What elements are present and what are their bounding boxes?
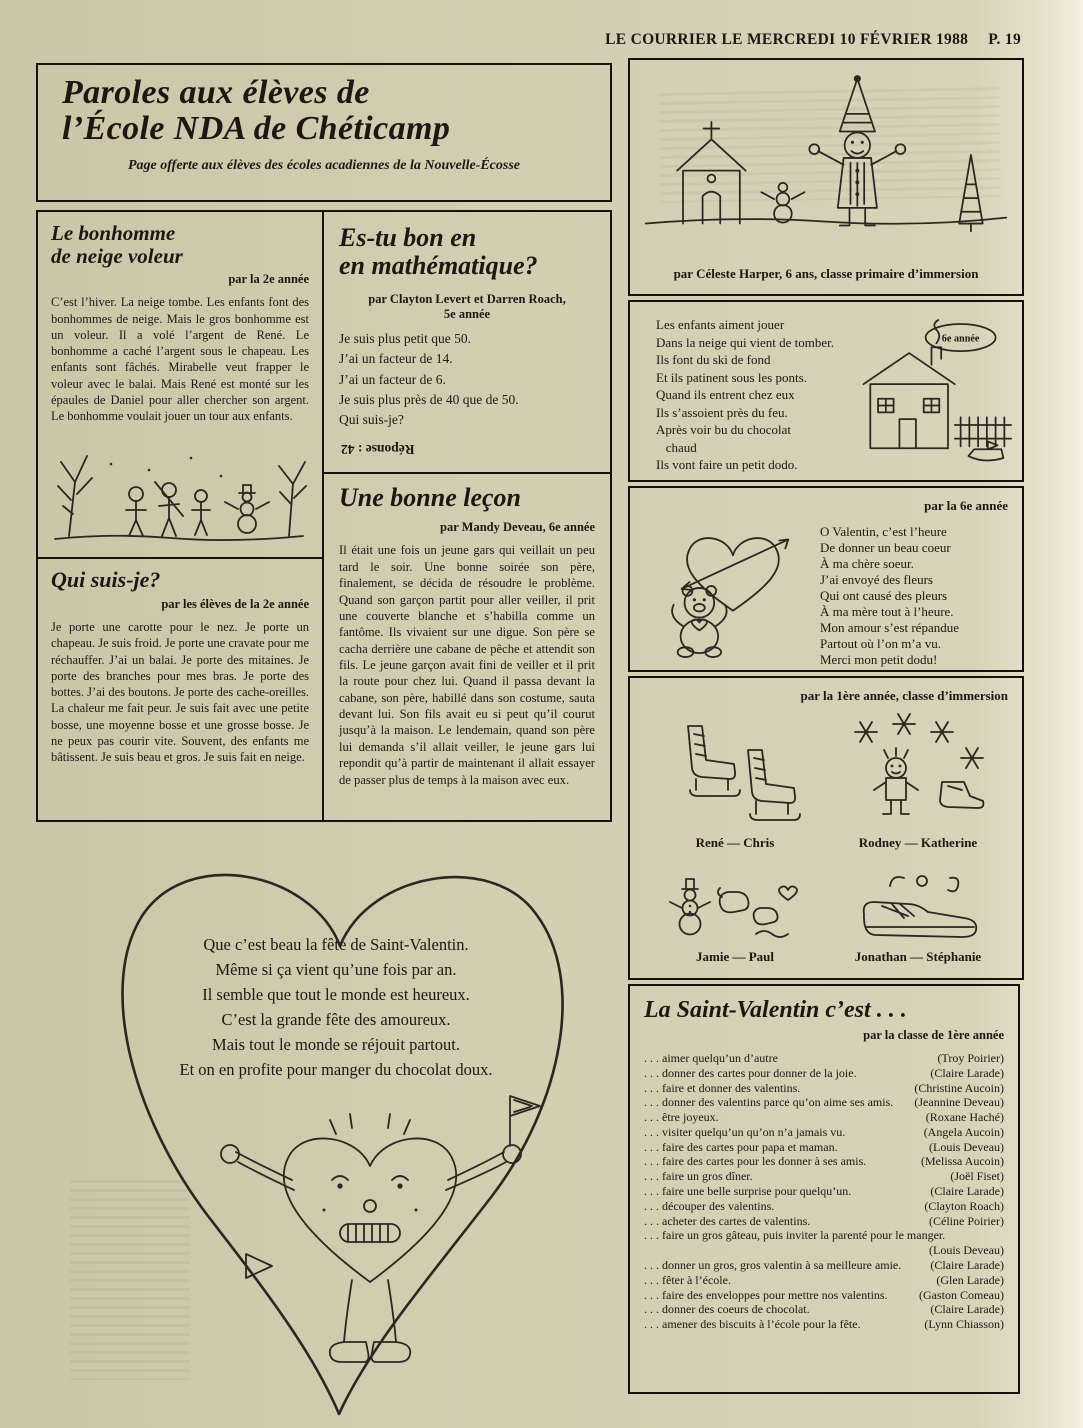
immersion-drawings-box xyxy=(628,676,1024,980)
section-divider xyxy=(38,557,322,559)
poem-line: Qui ont causé des pleurs xyxy=(820,588,948,603)
list-item-author: (Claire Larade) xyxy=(930,1258,1004,1273)
page-subtitle: Page offerte aux élèves des écoles acadiennes de la Nouvelle-Écosse xyxy=(127,158,521,174)
list-item-author: (Claire Larade) xyxy=(930,1065,1004,1080)
bonhomme-title xyxy=(51,222,309,267)
title-box xyxy=(36,63,612,202)
math-title-line2: en mathématique? xyxy=(339,251,538,281)
bonhomme-title-line1: Le bonhomme xyxy=(51,221,176,245)
page-title-line1: Paroles aux élèves de xyxy=(62,74,370,111)
drawing-caption: Jamie — Paul xyxy=(696,949,774,964)
math-byline-line2: 5e année xyxy=(443,307,491,322)
scan-edge xyxy=(1057,0,1083,1428)
poem-line: Quand ils entrent chez eux xyxy=(656,387,795,402)
list-item xyxy=(644,1154,1004,1169)
list-item-text: . . . faire un gros gâteau, puis inviter la parenté pour le manger. xyxy=(644,1228,946,1243)
bonhomme-byline: par la 2e année xyxy=(228,272,309,287)
saint-valentin-title: La Saint-Valentin c’est . . . xyxy=(644,997,907,1023)
list-item-author: (Jeannine Deveau) xyxy=(914,1095,1004,1110)
list-item-author: (Roxane Haché) xyxy=(925,1110,1004,1125)
poem-line: C’est la grande fête des amoureux. xyxy=(221,1010,451,1029)
list-item-text: . . . être joyeux. xyxy=(644,1110,719,1125)
list-item xyxy=(644,1317,1004,1332)
list-item-text: . . . faire des cartes pour papa et maman. xyxy=(644,1139,838,1154)
middle-column xyxy=(324,212,610,820)
list-item-author: (Angela Aucoin) xyxy=(923,1124,1004,1139)
list-item xyxy=(644,1288,1004,1303)
saint-valentin-box xyxy=(628,984,1020,1394)
list-item-author: (Gaston Comeau) xyxy=(919,1287,1004,1302)
list-item-author: (Christine Aucoin) xyxy=(914,1080,1004,1095)
list-item-text: . . . faire des cartes pour les donner à ses amis. xyxy=(644,1154,867,1169)
left-column xyxy=(38,212,324,820)
qui-suis-je-title: Qui suis-je? xyxy=(51,567,161,593)
poem-line: Après voir bu du chocolat xyxy=(656,422,792,437)
snowflakes-doll-drawing xyxy=(838,710,998,828)
drawing-quad-rene-chris xyxy=(652,710,818,851)
list-item xyxy=(644,1169,1004,1184)
math-title-line1: Es-tu bon en xyxy=(339,223,477,252)
bonhomme-body: C’est l’hiver. La neige tombe. Les enfants font des bonhommes de neige. Mais le gros bonhomme est un voleur. Il a volé l’argent de René. Le bonhomme a caché l’argent sous le chapeau. Les enfants sont fâchés. Mirabelle veut frapper le voleur avec le balai. Mais René est monté sur les épaules de Daniel pour aller chercher son argent. Le bonhomme voulait jouer un tour aux enfants. xyxy=(51,295,309,424)
list-item-author: (Céline Poirier) xyxy=(929,1213,1004,1228)
articles-box xyxy=(36,210,612,822)
list-item-text: . . . donner des cartes pour donner de la joie. xyxy=(644,1065,857,1080)
list-item-text: . . . aimer quelqu’un d’autre xyxy=(644,1050,778,1065)
list-item-text: . . . donner des coeurs de chocolat. xyxy=(644,1302,810,1317)
list-item xyxy=(644,1095,1004,1110)
list-item-text: . . . faire des enveloppes pour mettre nos valentins. xyxy=(644,1287,888,1302)
riddle-line: J’ai un facteur de 6. xyxy=(339,371,446,387)
snow-poem xyxy=(656,316,834,474)
page-title xyxy=(38,75,610,147)
bonhomme-title-line2: de neige voleur xyxy=(51,243,183,268)
poem-line: Ils vont faire un petit dodo. xyxy=(656,457,798,472)
poem-line: À ma chère soeur. xyxy=(820,556,914,571)
poem-line: De donner un beau coeur xyxy=(820,540,951,555)
qui-suis-je-byline: par les élèves de la 2e année xyxy=(161,597,309,612)
list-item-author: (Lynn Chiasson) xyxy=(924,1317,1004,1332)
harper-drawing-box xyxy=(628,58,1024,296)
valentine-poem-byline: par la 6e année xyxy=(924,498,1008,513)
teddy-bear-heart-drawing xyxy=(638,504,816,662)
poem-line: O Valentin, c’est l’heure xyxy=(820,524,947,539)
poem-line: Ils s’assoient près du feu. xyxy=(656,404,788,420)
math-answer-wrap xyxy=(341,440,595,458)
lecon-body: Il était une fois un jeune gars qui veillait un peu tard le soir. Une bonne soirée son père, finalement, se décida de résoudre le problème. Quand son garçon partit pour aller veiller, il prit une couverte blanche et s’habilla comme un fantôme. Ils vivaient sur une digue. Son père se cacha derrière une cabane de pêche et attendit son fils. Le jeune garçon avait fini de veiller et il prit la route pour chez lui. Quand il passa devant la cabane, son père, habillé dans son costume, sauta devant lui. Son fils avait eu si peut qu’il courut jusqu’à la maison. Le lendemain, quand son père lui demanda s’il allait veiller, le jeune gars lui repondit qu’à partir de maintenant il allait essayer de passer plus de temps à la maison avec eux. xyxy=(339,543,595,787)
list-item-text: . . . fêter à l’école. xyxy=(644,1272,731,1287)
list-item-text: . . . visiter quelqu’un qu’on n’a jamais vu. xyxy=(644,1124,846,1139)
snow-children-drawing xyxy=(51,424,307,544)
page-number: P. 19 xyxy=(988,31,1021,48)
house-drawing xyxy=(846,314,1016,466)
list-item xyxy=(644,1258,1004,1273)
masthead xyxy=(0,31,1021,49)
saint-valentin-byline: par la classe de 1ère année xyxy=(863,1027,1004,1042)
qui-suis-je-body: Je porte une carotte pour le nez. Je porte un chapeau. Je suis froid. Je porte une cravate pour me réchauffer. J’ai un balai. Je porte des mitaines. Je porte des branches pour mes bras. Je porte des bottes. J’ai des boutons. Je porte des cache-oreilles. La chaleur me fait peur. Je suis fait avec une petite bosse, une moyenne bosse et une grosse bosse. Je ne peux pas courir vite. Souvent, des enfants me bâtissent. Je suis beau et gros. Je suis fait en neige. xyxy=(51,620,309,765)
heart-poem xyxy=(102,932,570,1082)
poem-line: chaud xyxy=(656,439,697,455)
drawing-quad-jamie-paul xyxy=(652,864,818,965)
list-item-text: . . . donner des valentins parce qu’on aime ses amis. xyxy=(644,1095,894,1110)
list-item xyxy=(644,1110,1004,1125)
saint-valentin-list xyxy=(644,1051,1004,1332)
list-item-author: (Glen Larade) xyxy=(936,1272,1004,1287)
immersion-byline: par la 1ère année, classe d’immersion xyxy=(800,688,1008,703)
list-item xyxy=(644,1125,1004,1140)
page-title-line2: l’École NDA de Chéticamp xyxy=(62,110,451,148)
list-item xyxy=(644,1081,1004,1096)
list-item xyxy=(644,1140,1004,1155)
drawing-caption: Rodney — Katherine xyxy=(858,835,978,850)
list-item-author: (Claire Larade) xyxy=(930,1184,1004,1199)
math-byline xyxy=(339,292,595,322)
poem-line: Il semble que tout le monde est heureux. xyxy=(202,985,470,1004)
drawing-quad-jonathan-stephanie xyxy=(830,864,1006,965)
list-item-author: (Claire Larade) xyxy=(930,1302,1004,1317)
riddle-line: Je suis plus près de 40 que de 50. xyxy=(339,391,519,407)
math-answer-upside-down: Réponse : 42 xyxy=(341,442,415,458)
poem-line: Et on en profite pour manger du chocolat doux. xyxy=(179,1060,493,1079)
riddle-line: Je suis plus petit que 50. xyxy=(339,331,471,347)
shoe-doodle-drawing xyxy=(838,864,998,942)
poem-line: Mais tout le monde se réjouit partout. xyxy=(212,1035,460,1054)
poem-line: Les enfants aiment jouer xyxy=(656,317,785,332)
list-item xyxy=(644,1273,1004,1288)
list-item-text: . . . acheter des cartes de valentins. xyxy=(644,1213,811,1228)
clown-church-tree-drawing xyxy=(636,64,1016,246)
lecon-byline: par Mandy Deveau, 6e année xyxy=(440,520,595,535)
riddle-line: Qui suis-je? xyxy=(339,412,404,428)
list-item-author: (Louis Deveau) xyxy=(929,1243,1004,1258)
house-label: 6e année xyxy=(941,333,980,345)
list-item xyxy=(644,1184,1004,1199)
lecon-title: Une bonne leçon xyxy=(339,483,521,513)
valentine-poem-box xyxy=(628,486,1024,672)
list-item xyxy=(644,1066,1004,1081)
snowman-mittens-drawing xyxy=(660,864,810,942)
poem-line: À ma mère tout à l’heure. xyxy=(820,604,954,619)
math-byline-line1: par Clayton Levert et Darren Roach, xyxy=(368,292,566,307)
drawing-caption: René — Chris xyxy=(695,835,775,850)
list-item-author: (Melissa Aucoin) xyxy=(921,1154,1004,1169)
list-item xyxy=(644,1199,1004,1214)
list-item-text: . . . faire un gros dîner. xyxy=(644,1169,753,1184)
poem-line: Mon amour s’est répandue xyxy=(820,620,959,635)
valentine-poem xyxy=(820,524,1014,668)
list-item-author: (Clayton Roach) xyxy=(924,1198,1004,1213)
list-item-text: . . . faire une belle surprise pour quelqu’un. xyxy=(644,1184,852,1199)
list-item xyxy=(644,1214,1004,1229)
math-title xyxy=(339,224,595,280)
list-item-text: . . . amener des biscuits à l’école pour la fête. xyxy=(644,1317,861,1332)
list-item-text: . . . découper des valentins. xyxy=(644,1198,775,1213)
list-item xyxy=(644,1302,1004,1317)
list-item-author: (Louis Deveau) xyxy=(929,1139,1004,1154)
riddle-line: J’ai un facteur de 14. xyxy=(339,351,453,367)
poem-line: Ils font du ski de fond xyxy=(656,352,771,367)
poem-line: J’ai envoyé des fleurs xyxy=(820,572,933,587)
harper-caption: par Céleste Harper, 6 ans, classe primaire d’immersion xyxy=(673,266,979,281)
drawing-quad-rodney-katherine xyxy=(830,710,1006,851)
poem-line: Merci mon petit dodu! xyxy=(820,652,938,667)
poem-line: Dans la neige qui vient de tomber. xyxy=(656,334,834,350)
list-item xyxy=(644,1228,1004,1258)
list-item-author: (Troy Poirier) xyxy=(937,1050,1004,1065)
poem-line: Et ils patinent sous les ponts. xyxy=(656,369,807,385)
poem-line: Que c’est beau la fête de Saint-Valentin. xyxy=(203,935,469,954)
masthead-title: LE COURRIER LE MERCREDI 10 FÉVRIER 1988 xyxy=(605,31,969,48)
ice-skates-drawing xyxy=(660,710,810,828)
poem-line: Même si ça vient qu’une fois par an. xyxy=(215,960,457,979)
list-item xyxy=(644,1051,1004,1066)
drawing-caption: Jonathan — Stéphanie xyxy=(854,949,982,964)
heart-section xyxy=(40,828,600,1428)
list-item-text: . . . donner un gros, gros valentin à sa meilleure amie. xyxy=(644,1258,902,1273)
snow-poem-box xyxy=(628,300,1024,482)
big-heart-character-drawing xyxy=(40,828,600,1428)
poem-line: Partout où l’on m’a vu. xyxy=(820,636,941,651)
section-divider xyxy=(324,472,610,474)
list-item-author: (Joël Fiset) xyxy=(950,1169,1004,1184)
math-riddle xyxy=(339,329,595,430)
list-item-text: . . . faire et donner des valentins. xyxy=(644,1080,801,1095)
